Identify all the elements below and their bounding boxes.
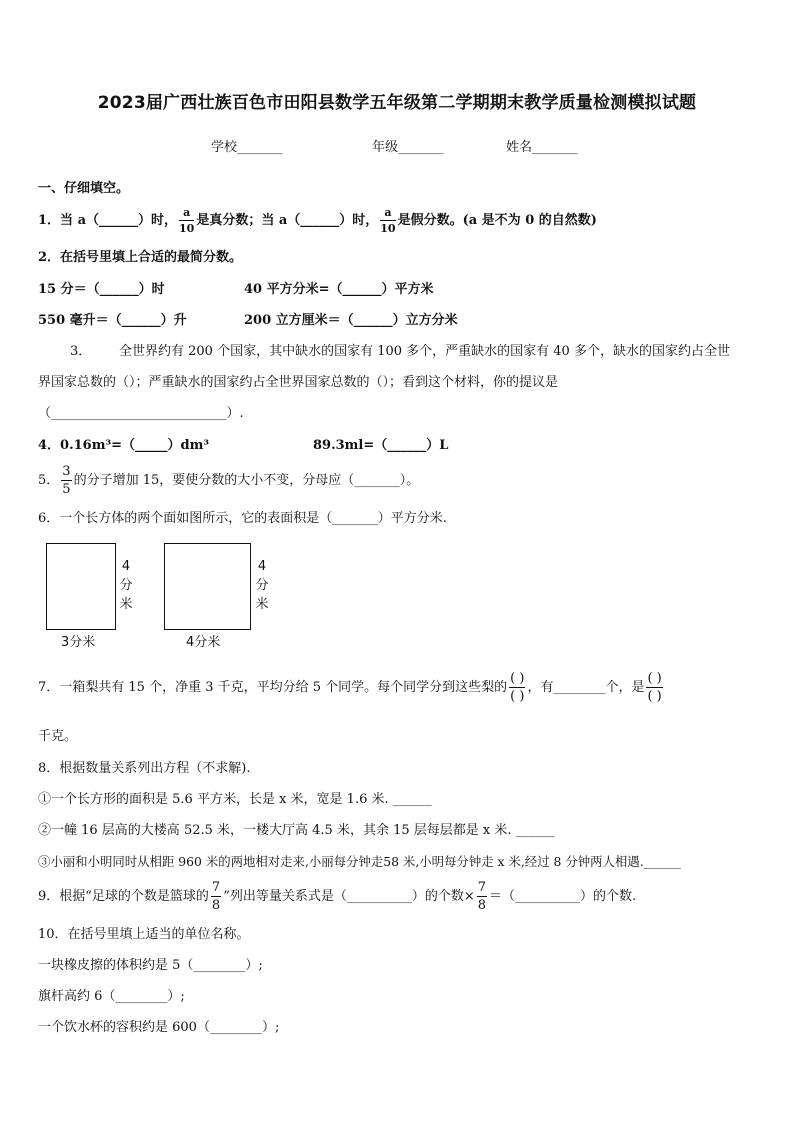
label-char: 4 bbox=[257, 559, 267, 574]
q1-text-b: 是真分数；当 a（______）时， bbox=[196, 213, 379, 228]
question-10-stem: 10．在括号里填上适当的单位名称。 bbox=[38, 927, 250, 942]
q5-text: 的分子增加 15，要使分数的大小不变，分母应（_______）。 bbox=[73, 473, 420, 488]
q9-text-a: 9．根据“足球的个数是篮球的 bbox=[38, 889, 209, 904]
fraction-numerator: 7 bbox=[477, 880, 487, 895]
q9-text-c: ＝（__________）的个数. bbox=[489, 889, 637, 904]
question-7 bbox=[38, 665, 665, 711]
q7-text-a: 7．一箱梨共有 15 个，净重 3 千克，平均分给 5 个同学。每个同学分到这些梨的 bbox=[38, 680, 508, 695]
school-field: 学校_______ bbox=[211, 140, 283, 155]
fraction-a-over-10 bbox=[380, 207, 395, 234]
section-heading: 一、仔细填空。 bbox=[38, 181, 130, 196]
fraction-denominator: 5 bbox=[62, 482, 71, 497]
question-8-stem: 8．根据数量关系列出方程（不求解). bbox=[38, 761, 251, 776]
fraction-7-over-8 bbox=[211, 881, 221, 912]
question-2-row1-right: 40 平方分米=（______）平方米 bbox=[244, 282, 434, 297]
fraction-denominator: 10 bbox=[179, 222, 195, 235]
name-field: 姓名_______ bbox=[506, 140, 578, 155]
blank-numerator: ( ) bbox=[647, 671, 662, 686]
question-6-text: 6．一个长方体的两个面如图所示，它的表面积是（_______）平方分米. bbox=[38, 511, 447, 526]
q9-text-b: ”列出等量关系式是（__________）的个数× bbox=[223, 889, 475, 904]
fraction-3-over-5 bbox=[61, 465, 71, 496]
question-2-stem: 2．在括号里填上合适的最简分数。 bbox=[38, 250, 243, 265]
question-1 bbox=[38, 206, 597, 236]
question-3-line2: 界国家总数的（）；严重缺水的国家约占全世界国家总数的（）；看到这个材料，你的提议是 bbox=[38, 375, 559, 390]
fraction-denominator: 8 bbox=[211, 898, 221, 913]
q7-text-b: ，有________个，是 bbox=[527, 680, 645, 695]
blank-fraction bbox=[509, 672, 525, 703]
fraction-denominator: 10 bbox=[380, 222, 396, 235]
question-4-left: 4．0.16m³=（_____）dm³ bbox=[38, 438, 210, 453]
label-char: 分 bbox=[255, 578, 269, 593]
question-8-item2: ②一幢 16 层高的大楼高 52.5 米，一楼大厅高 4.5 米，其余 15 层每层都是 x 米. ______ bbox=[38, 823, 555, 838]
question-5 bbox=[38, 464, 419, 498]
question-9 bbox=[38, 880, 636, 914]
question-3-line1: 全世界约有 200 个国家，其中缺水的国家有 100 多个，严重缺水的国家有 40 多个，缺水的国家约占全世 bbox=[119, 344, 730, 359]
fraction-7-over-8 bbox=[477, 881, 487, 912]
fraction-numerator: 3 bbox=[62, 464, 71, 479]
label-char: 分 bbox=[119, 578, 133, 593]
question-2-row2-left: 550 毫升＝（______）升 bbox=[38, 313, 187, 328]
label-char: 米 bbox=[119, 597, 133, 612]
question-2-row2-right: 200 立方厘米＝（______）立方分米 bbox=[244, 313, 458, 328]
question-10-item2: 旗杆高约 6（________）; bbox=[38, 989, 185, 1004]
blank-fraction bbox=[646, 672, 662, 703]
face-rectangle-3x4 bbox=[46, 543, 116, 630]
fraction-numerator: 7 bbox=[211, 880, 221, 895]
blank-denominator: ( ) bbox=[647, 689, 662, 704]
question-7-unit: 千克。 bbox=[38, 729, 78, 744]
question-10-item1: 一块橡皮擦的体积约是 5（________）; bbox=[38, 958, 263, 973]
label-char: 4 bbox=[121, 559, 131, 574]
fraction-numerator: a bbox=[179, 207, 194, 221]
fig2-width-label: 4分米 bbox=[186, 635, 221, 650]
label-char: 米 bbox=[255, 597, 269, 612]
blank-denominator: ( ) bbox=[510, 689, 525, 704]
fraction-a-over-10 bbox=[179, 207, 194, 234]
question-2-row1-left: 15 分＝（______）时 bbox=[38, 282, 165, 297]
fig1-height-label bbox=[118, 557, 134, 614]
q5-number: 5． bbox=[38, 473, 60, 488]
page-title: 2023届广西壮族百色市田阳县数学五年级第二学期期末教学质量检测模拟试题 bbox=[97, 93, 697, 113]
fig2-height-label bbox=[254, 557, 270, 614]
fig1-width-label: 3分米 bbox=[61, 635, 96, 650]
question-3-line3: （___________________________）. bbox=[38, 406, 244, 421]
q1-text-c: 是假分数。(a 是不为 0 的自然数) bbox=[397, 213, 597, 228]
grade-field: 年级_______ bbox=[372, 140, 444, 155]
question-10-item3: 一个饮水杯的容积约是 600（________）; bbox=[38, 1020, 280, 1035]
q1-text-a: 1．当 a（______）时， bbox=[38, 213, 177, 228]
question-3-number: 3． bbox=[70, 344, 92, 359]
question-4-right: 89.3ml=（______）L bbox=[313, 438, 449, 453]
fraction-denominator: 8 bbox=[477, 898, 487, 913]
face-square-4x4 bbox=[164, 543, 251, 630]
question-8-item1: ①一个长方形的面积是 5.6 平方米，长是 x 米，宽是 1.6 米. ______ bbox=[38, 792, 432, 807]
question-8-item3: ③小丽和小明同时从相距 960 米的两地相对走来,小丽每分钟走58 米,小明每分钟走 x 米,经过 8 分钟两人相遇.______ bbox=[38, 854, 681, 869]
blank-numerator: ( ) bbox=[510, 671, 525, 686]
fraction-numerator: a bbox=[380, 207, 395, 221]
